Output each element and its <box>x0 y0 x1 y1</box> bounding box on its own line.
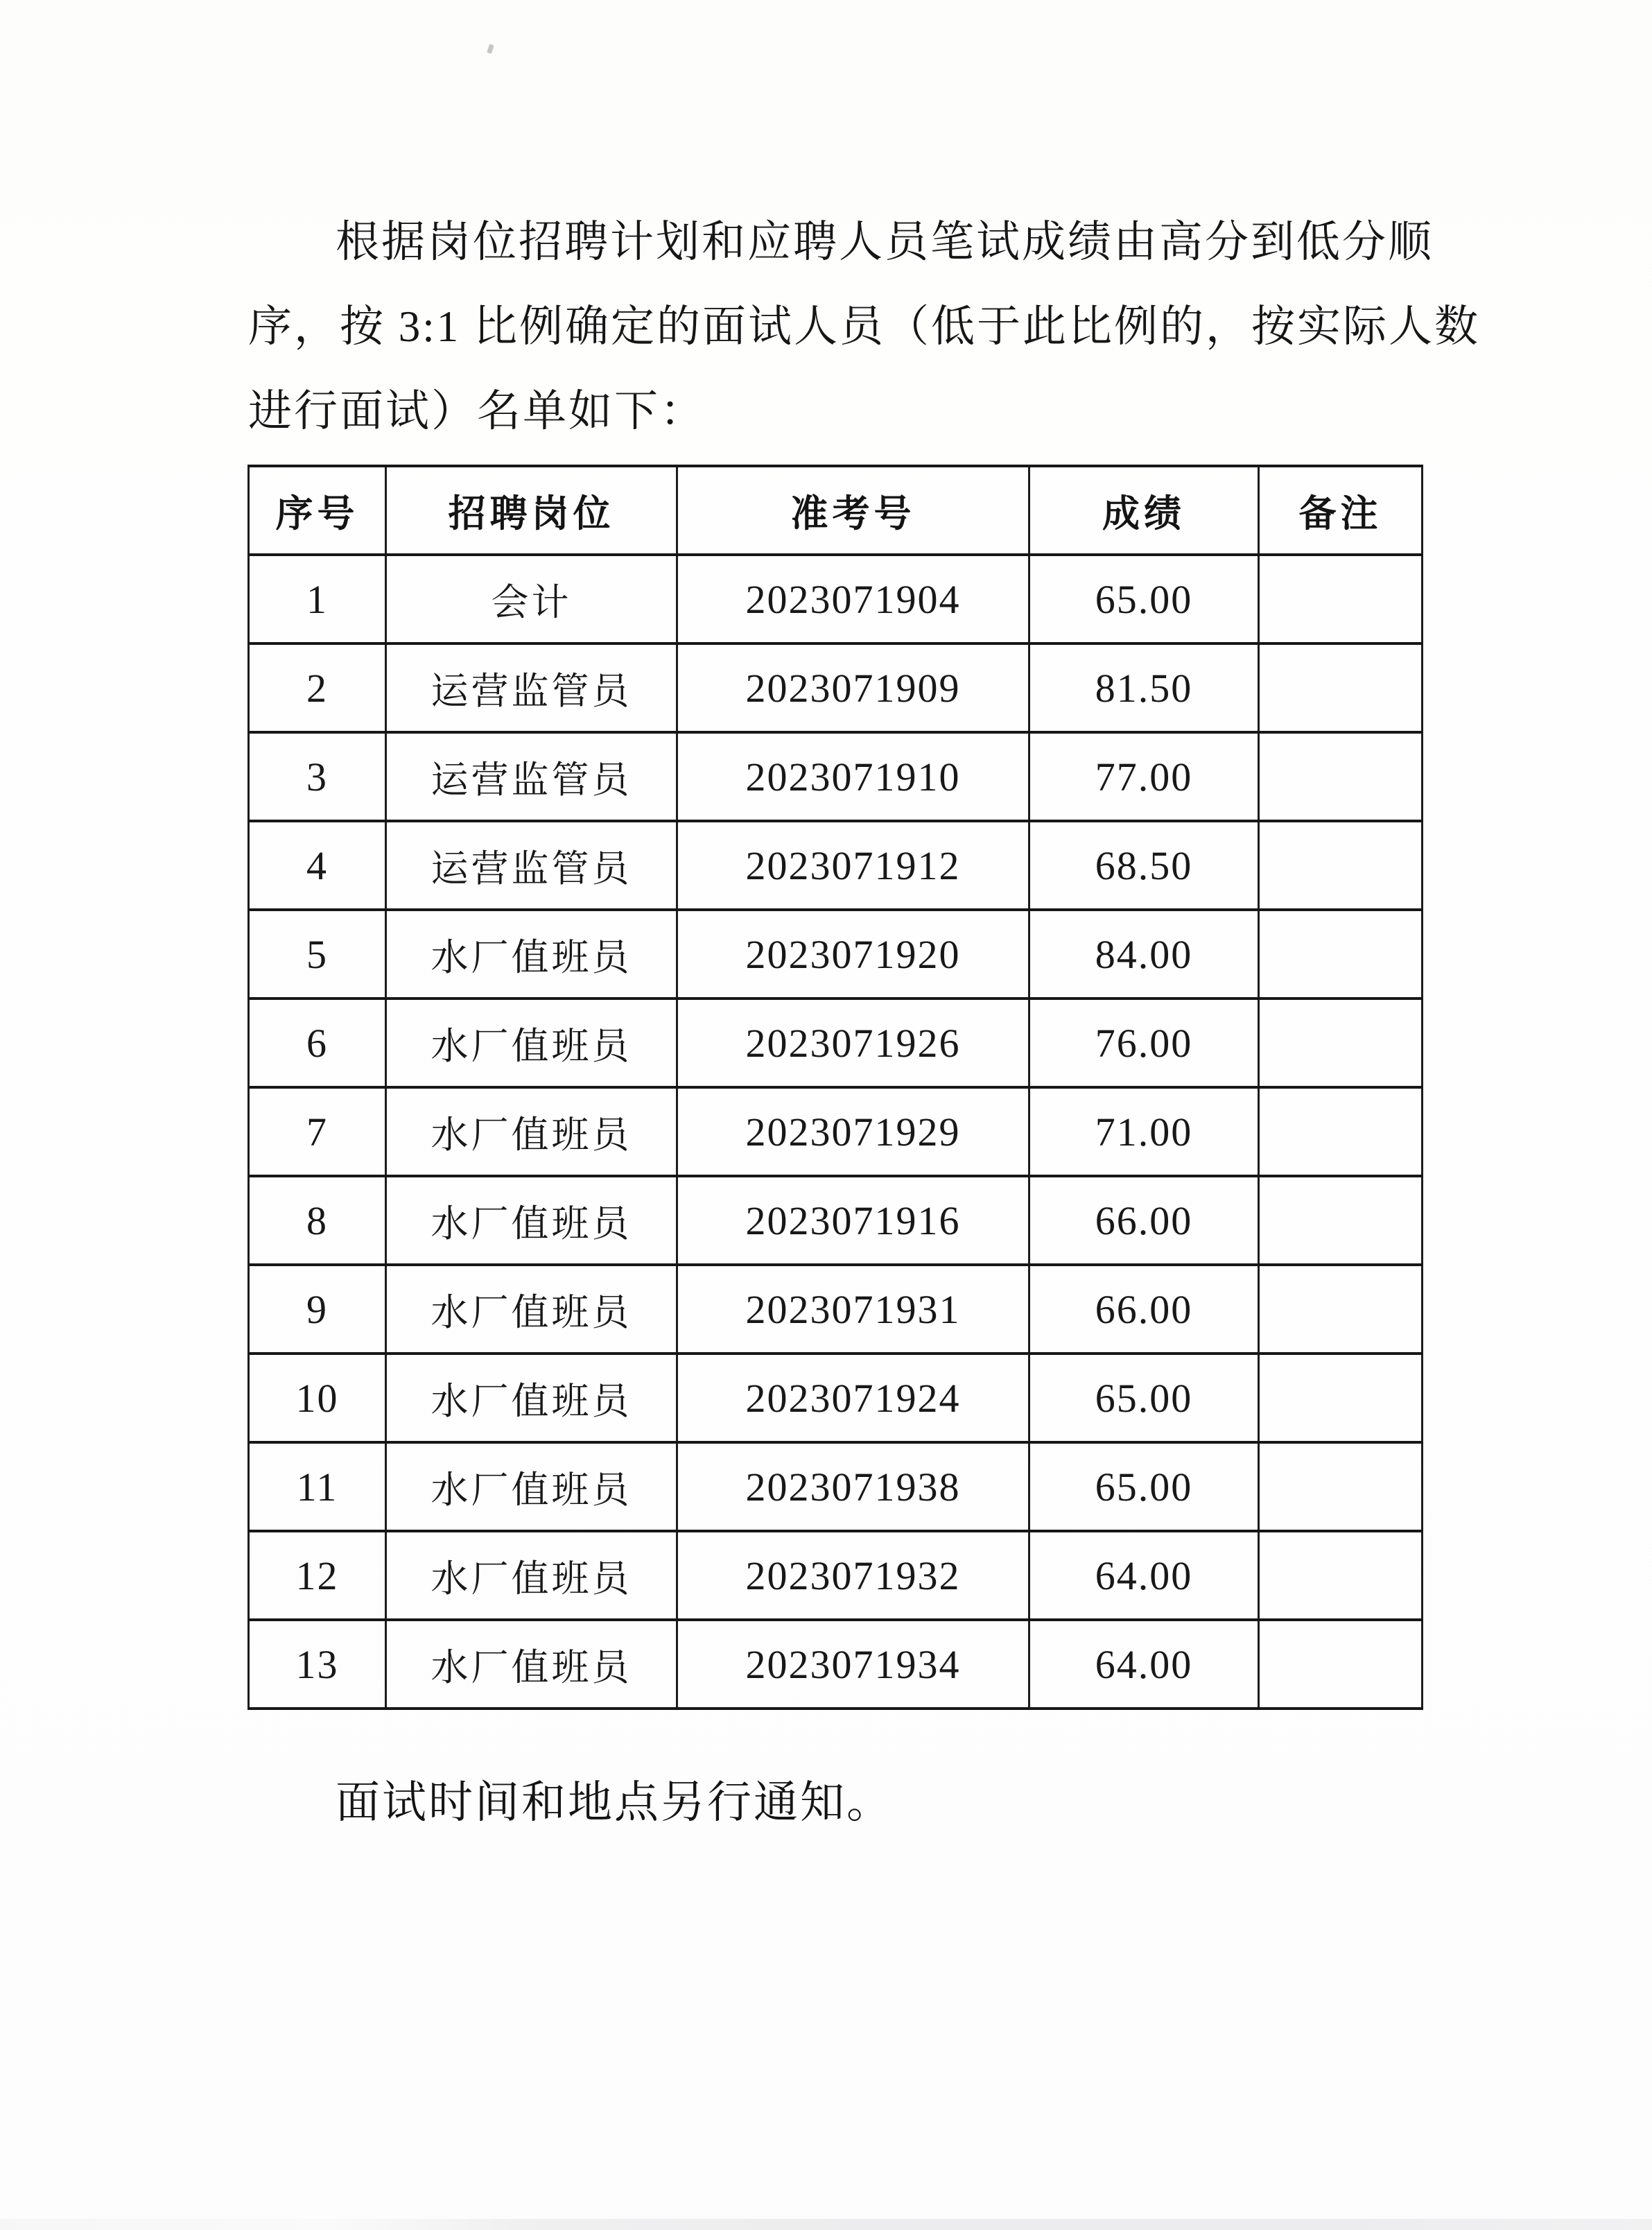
paragraph-line-3: 进行面试）名单如下： <box>248 387 706 435</box>
table-cell: 2023071909 <box>677 643 1029 732</box>
table-cell: 65.00 <box>1029 555 1259 643</box>
table-cell: 2023071904 <box>677 555 1029 643</box>
table-row <box>249 1354 1423 1442</box>
table-cell: 运营监管员 <box>386 643 677 732</box>
table-cell <box>1259 1087 1423 1176</box>
table-cell: 2023071929 <box>677 1087 1029 1176</box>
table-cell: 66.00 <box>1029 1176 1259 1265</box>
table-row <box>249 732 1423 821</box>
table-cell: 水厂值班员 <box>386 910 677 999</box>
table-cell: 会计 <box>386 555 677 643</box>
table-cell: 2023071924 <box>677 1354 1029 1442</box>
table-cell: 6 <box>249 999 386 1087</box>
table-row <box>249 999 1423 1087</box>
table-cell <box>1259 910 1423 999</box>
scan-artifact-speck <box>487 44 494 54</box>
table-cell <box>1259 999 1423 1087</box>
table-cell: 3 <box>249 732 386 821</box>
table-row <box>249 1442 1423 1531</box>
table-row <box>249 1620 1423 1709</box>
table-cell: 水厂值班员 <box>386 999 677 1087</box>
table-row <box>249 643 1423 732</box>
table-cell <box>1259 732 1423 821</box>
table-cell: 5 <box>249 910 386 999</box>
table-cell: 81.50 <box>1029 643 1259 732</box>
table-row <box>249 821 1423 910</box>
table-cell: 水厂值班员 <box>386 1531 677 1620</box>
table-cell: 10 <box>249 1354 386 1442</box>
table-cell: 水厂值班员 <box>386 1087 677 1176</box>
paragraph-line-1: 根据岗位招聘计划和应聘人员笔试成绩由高分到低分顺 <box>336 218 1434 266</box>
table-cell: 2023071932 <box>677 1531 1029 1620</box>
footer-note: 面试时间和地点另行通知。 <box>336 1778 893 1827</box>
scan-bottom-shadow <box>0 2219 1652 2230</box>
table-header-row <box>249 466 1423 555</box>
table-cell: 9 <box>249 1265 386 1354</box>
table-cell: 2023071910 <box>677 732 1029 821</box>
table-cell: 水厂值班员 <box>386 1176 677 1265</box>
table-cell: 8 <box>249 1176 386 1265</box>
column-header: 准考号 <box>677 466 1029 555</box>
table-cell <box>1259 1354 1423 1442</box>
table-cell: 71.00 <box>1029 1087 1259 1176</box>
table-cell: 7 <box>249 1087 386 1176</box>
table-cell <box>1259 643 1423 732</box>
table-cell <box>1259 1176 1423 1265</box>
table-cell: 水厂值班员 <box>386 1442 677 1531</box>
table-row <box>249 1531 1423 1620</box>
table-cell: 64.00 <box>1029 1620 1259 1709</box>
column-header: 成绩 <box>1029 466 1259 555</box>
table-cell: 65.00 <box>1029 1354 1259 1442</box>
table-cell: 2 <box>249 643 386 732</box>
table-row <box>249 1087 1423 1176</box>
table-cell: 水厂值班员 <box>386 1265 677 1354</box>
table-cell: 76.00 <box>1029 999 1259 1087</box>
table-cell <box>1259 1531 1423 1620</box>
table-cell: 64.00 <box>1029 1531 1259 1620</box>
table-cell: 66.00 <box>1029 1265 1259 1354</box>
table-cell: 2023071926 <box>677 999 1029 1087</box>
table-cell <box>1259 821 1423 910</box>
table-cell: 84.00 <box>1029 910 1259 999</box>
table-cell <box>1259 1265 1423 1354</box>
table-row <box>249 1265 1423 1354</box>
table-cell: 77.00 <box>1029 732 1259 821</box>
table-cell: 2023071934 <box>677 1620 1029 1709</box>
column-header: 备注 <box>1259 466 1423 555</box>
table-cell: 13 <box>249 1620 386 1709</box>
paragraph-line-2: 序，按 3:1 比例确定的面试人员（低于此比例的，按实际人数 <box>248 302 1481 351</box>
column-header: 序号 <box>249 466 386 555</box>
table-cell: 运营监管员 <box>386 732 677 821</box>
table-cell: 水厂值班员 <box>386 1620 677 1709</box>
table-cell <box>1259 555 1423 643</box>
table-cell: 2023071920 <box>677 910 1029 999</box>
table-cell: 2023071912 <box>677 821 1029 910</box>
table-cell: 68.50 <box>1029 821 1259 910</box>
intro-paragraph <box>248 200 1489 453</box>
table-cell <box>1259 1620 1423 1709</box>
table-cell: 运营监管员 <box>386 821 677 910</box>
table-cell: 2023071931 <box>677 1265 1029 1354</box>
interview-candidates-table <box>247 465 1423 1710</box>
table-cell: 11 <box>249 1442 386 1531</box>
table-row <box>249 1176 1423 1265</box>
table-row <box>249 555 1423 643</box>
table-cell: 65.00 <box>1029 1442 1259 1531</box>
table-cell <box>1259 1442 1423 1531</box>
table-cell: 水厂值班员 <box>386 1354 677 1442</box>
table-cell: 2023071916 <box>677 1176 1029 1265</box>
table-row <box>249 910 1423 999</box>
table-cell: 1 <box>249 555 386 643</box>
table-cell: 2023071938 <box>677 1442 1029 1531</box>
table-cell: 12 <box>249 1531 386 1620</box>
table-cell: 4 <box>249 821 386 910</box>
column-header: 招聘岗位 <box>386 466 677 555</box>
